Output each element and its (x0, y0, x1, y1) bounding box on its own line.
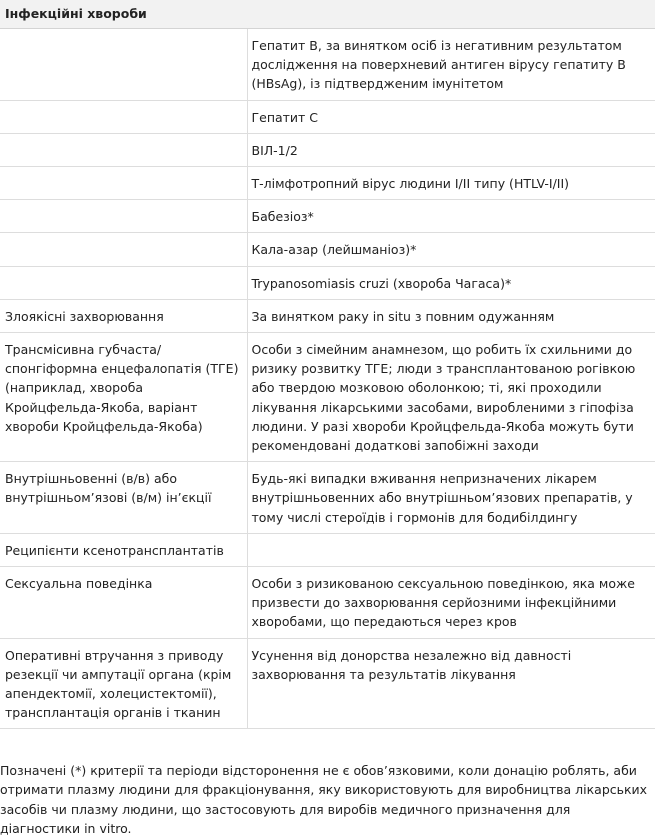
criterion-cell: Трансмісивна губчаста/ спонгіформна енцефалопатія (ТГЕ) (наприклад, хвороба Кройцфельда-Якоба, варіант хвороби Кройцфельда-Якоба) (0, 333, 247, 462)
criterion-cell: Оперативні втручання з приводу резекції чи ампутації органа (крім апендектомії, холецистектомії), трансплантація органів і тканин (0, 638, 247, 729)
deferral-note-cell: Особи з ризикованою сексуальною поведінкою, яка може призвести до захворювання серйозними інфекційними хворобами, що передаються через кров (247, 567, 655, 639)
deferral-note-cell: ВІЛ-1/2 (247, 133, 655, 166)
deferral-note-cell: Trypanosomiasis cruzi (хвороба Чагаса)* (247, 266, 655, 299)
table-row (0, 100, 655, 133)
criterion-cell (0, 29, 247, 101)
deferral-note-cell: За винятком раку in situ з повним одужанням (247, 299, 655, 332)
table-row (0, 638, 655, 729)
deferral-note-cell: Гепатит В, за винятком осіб із негативним результатом дослідження на поверхневий антиген вірусу гепатиту В (HBsAg), із підтвердженим імунітетом (247, 29, 655, 101)
table-header-infectious-diseases: Інфекційні хвороби (0, 0, 655, 29)
footnote-optional-criteria: Позначені (*) критерії та періоди відсторонення не є обов’язковими, коли донацію роблять, аби отримати плазму людини для фракціонування, яку використовують для виробництва лікарських засобів чи плазму людини, що застосовують для виробів медичного призначення для діагностики in vitro. (0, 763, 648, 836)
table-row (0, 233, 655, 266)
deferral-note-cell (247, 533, 655, 566)
criterion-cell (0, 100, 247, 133)
table-row (0, 333, 655, 462)
table-header-row (0, 0, 655, 29)
deferral-note-cell: Будь-які випадки вживання непризначених лікарем внутрішньовенних або внутрішньом’язових препаратів, у тому числі стероїдів і гормонів для бодибілдингу (247, 462, 655, 534)
criterion-cell: Сексуальна поведінка (0, 567, 247, 639)
criterion-cell: Внутрішньовенні (в/в) або внутрішньом’язові (в/м) ін’єкції (0, 462, 247, 534)
table-row (0, 567, 655, 639)
criterion-cell (0, 233, 247, 266)
deferral-note-cell: Т-лімфотропний вірус людини І/ІІ типу (HTLV-І/ІІ) (247, 167, 655, 200)
criterion-cell (0, 133, 247, 166)
table-row (0, 29, 655, 101)
criterion-cell (0, 266, 247, 299)
criterion-cell (0, 200, 247, 233)
criterion-cell: Реципієнти ксенотрансплантатів (0, 533, 247, 566)
deferral-note-cell: Кала-азар (лейшманіоз)* (247, 233, 655, 266)
criterion-cell (0, 167, 247, 200)
table-row (0, 266, 655, 299)
criterion-cell: Злоякісні захворювання (0, 299, 247, 332)
deferral-note-cell: Особи з сімейним анамнезом, що робить їх схильними до ризику розвитку ТГЕ; люди з трансплантованою рогівкою або твердою мозковою оболонкою; ті, які проходили лікування лікарськими засобами, виробленими з гіпофіза людини. У разі хвороби Кройцфельда-Якоба можуть бути рекомендовані додаткові запобіжні заходи (247, 333, 655, 462)
table-row (0, 133, 655, 166)
table-row (0, 200, 655, 233)
deferral-note-cell: Бабезіоз* (247, 200, 655, 233)
deferral-note-cell: Усунення від донорства незалежно від давності захворювання та результатів лікування (247, 638, 655, 729)
deferral-note-cell: Гепатит С (247, 100, 655, 133)
table-row (0, 167, 655, 200)
table-row (0, 462, 655, 534)
table-row (0, 533, 655, 566)
table-row (0, 299, 655, 332)
